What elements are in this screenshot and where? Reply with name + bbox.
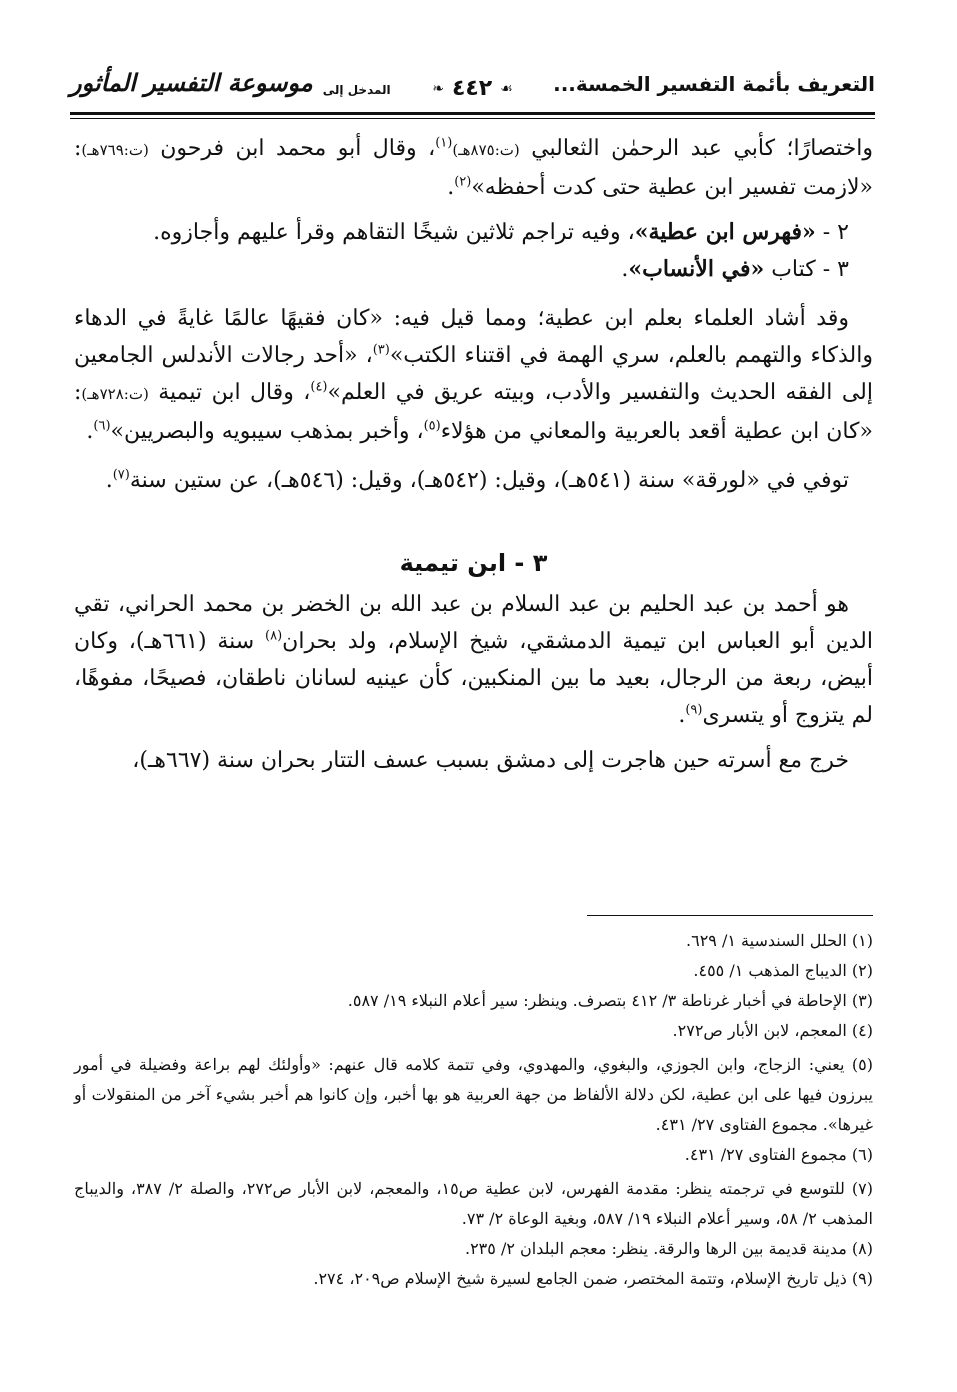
text: ، «أحد رجالات الأندلس الجامعين إلى الفقه الحديث والتفسير والأدب، وبيته عريق في العلم» xyxy=(74,343,873,405)
footnote-ref[interactable]: (٧) xyxy=(112,467,130,483)
paragraph-5: خرج مع أسرته حين هاجرت إلى دمشق بسبب عسف التتار بحران سنة (٦٦٧هـ)، xyxy=(132,748,849,773)
footnote-ref[interactable]: (١) xyxy=(435,135,453,151)
footnote-7: (٧) للتوسع في ترجمته ينظر: مقدمة الفهرس، لابن عطية ص١٥، والمعجم، لابن الأبار ص٢٧٢، والصلة ٢/ ٣٨٧، والديباج المذهب ٢/ ٥٨، وسير أعلام النبلاء ١٩/ ٥٨٧، وبغية الوعاة ٢/ ٧٣. xyxy=(74,1179,873,1228)
text: . xyxy=(678,703,686,728)
footnote-6: (٦) مجموع الفتاوى ٢٧/ ٤٣١. xyxy=(684,1145,873,1164)
paragraph-1 xyxy=(74,130,873,206)
page-number-group xyxy=(432,76,513,101)
text: . xyxy=(621,257,629,282)
item-number: ٢ - xyxy=(815,220,849,245)
text: ، وقال أبو محمد ابن فرحون xyxy=(148,136,436,161)
footnote-ref[interactable]: (٤) xyxy=(310,379,328,395)
main-text xyxy=(74,130,873,779)
header-rule-thick xyxy=(70,112,875,115)
text: توفي في «لورقة» سنة (٥٤١هـ)، وقيل: (٥٤٢هـ)، وقيل: (٥٤٦هـ)، عن ستين سنة xyxy=(129,468,849,493)
footnote-8: (٨) مدينة قديمة بين الرها والرقة. ينظر: معجم البلدان ٢/ ٢٣٥. xyxy=(464,1239,873,1258)
ornament-icon: ❧ xyxy=(432,80,444,97)
page-number: ٤٤٢ xyxy=(451,76,493,101)
item-number: ٣ - كتاب xyxy=(764,257,849,282)
running-title: التعريف بأئمة التفسير الخمسة... xyxy=(553,72,875,96)
page-header xyxy=(70,66,875,112)
footnote-3: (٣) الإحاطة في أخبار غرناطة ٣/ ٤١٢ بتصرف. وينظر: سير أعلام النبلاء ١٩/ ٥٨٧. xyxy=(347,991,873,1010)
paragraph-2 xyxy=(74,300,873,450)
quote: ، وأخبر بمذهب سيبويه والبصريين» xyxy=(110,419,424,444)
text: واختصارًا؛ كأبي عبد الرحمٰن الثعالبي xyxy=(519,136,874,161)
paragraph-3 xyxy=(74,462,873,499)
book-title: «فهرس ابن عطية» xyxy=(634,219,816,245)
footnotes xyxy=(74,926,873,1294)
section-heading: ٣ - ابن تيمية xyxy=(399,549,548,577)
text: . xyxy=(447,175,455,200)
book-title: «في الأنساب» xyxy=(628,256,765,282)
death-date: (ت:٧٦٩هـ) xyxy=(81,141,149,159)
quote: : «كان ابن عطية أقعد بالعربية والمعاني من هؤلاء xyxy=(74,380,873,444)
footnote-ref[interactable]: (٨) xyxy=(265,628,283,644)
paragraph-4 xyxy=(74,586,873,734)
ornament-icon: ☙ xyxy=(500,80,513,97)
death-date: (ت:٨٧٥هـ) xyxy=(452,141,520,159)
text: هو أحمد بن عبد الحليم بن عبد السلام بن عبد الله بن الخضر بن محمد الحراني، تقي الدين أبو العباس ابن تيمية الدمشقي، شيخ الإسلام، ولد بحران xyxy=(74,592,873,654)
list-item xyxy=(74,251,873,288)
text: سنة (٦٦١هـ)، وكان أبيض، ربعة من الرجال، بعيد ما بين المنكبين، كأن عينيه لسانان ناطقان، فصيحًا، مفوهًا، لم يتزوج أو يتسرى xyxy=(74,629,873,728)
header-rule-thin xyxy=(70,118,875,119)
footnote-1: (١) الحلل السندسية ١/ ٦٢٩. xyxy=(686,931,873,950)
book-logo-group xyxy=(70,68,391,97)
death-date: (ت:٧٢٨هـ) xyxy=(81,385,149,403)
book-prefix: المدخل إلى xyxy=(322,83,391,97)
footnote-ref[interactable]: (٩) xyxy=(685,702,703,718)
text: ، وقال ابن تيمية xyxy=(148,380,311,405)
footnote-ref[interactable]: (٥) xyxy=(423,418,441,434)
footnote-separator xyxy=(587,915,873,916)
text: . xyxy=(105,468,113,493)
footnote-ref[interactable]: (٦) xyxy=(93,418,111,434)
list-item xyxy=(74,214,873,251)
text: وقد أشاد العلماء بعلم ابن عطية؛ ومما قيل فيه: «كان فقيهًا عالمًا غايةً في الدهاء والذكاء والتهمم بالعلم، سري الهمة في اقتناء الكتب» xyxy=(74,306,873,368)
text: ، وفيه تراجم ثلاثين شيخًا التقاهم وقرأ عليهم وأجازوه. xyxy=(153,220,635,245)
footnote-ref[interactable]: (٣) xyxy=(372,342,390,358)
footnote-5: (٥) يعني: الزجاج، وابن الجوزي، والبغوي، والمهدوي، وفي تتمة كلامه قال عنهم: «وأولئك لهم براعة وفضيلة في أمور يبرزون فيها على ابن عطية، لكن دلالة الألفاظ من جهة العربية هو بها أخبر، وإن كانوا هم أخبر بشيء آخر من المنقولات أو غيرها». مجموع الفتاوى ٢٧/ ٤٣١. xyxy=(74,1055,874,1134)
book-logo: موسوعة التفسير المأثور xyxy=(70,68,313,97)
footnote-ref[interactable]: (٢) xyxy=(454,174,472,190)
footnote-2: (٢) الديباج المذهب ١/ ٤٥٥. xyxy=(693,961,873,980)
footnote-9: (٩) ذيل تاريخ الإسلام، وتتمة المختصر، ضمن الجامع لسيرة شيخ الإسلام ص٢٠٩، ٢٧٤. xyxy=(313,1269,873,1288)
footnote-4: (٤) المعجم، لابن الأبار ص٢٧٢. xyxy=(672,1021,873,1040)
text: . xyxy=(86,419,94,444)
quote: : «لازمت تفسير ابن عطية حتى كدت أحفظه» xyxy=(74,136,873,200)
